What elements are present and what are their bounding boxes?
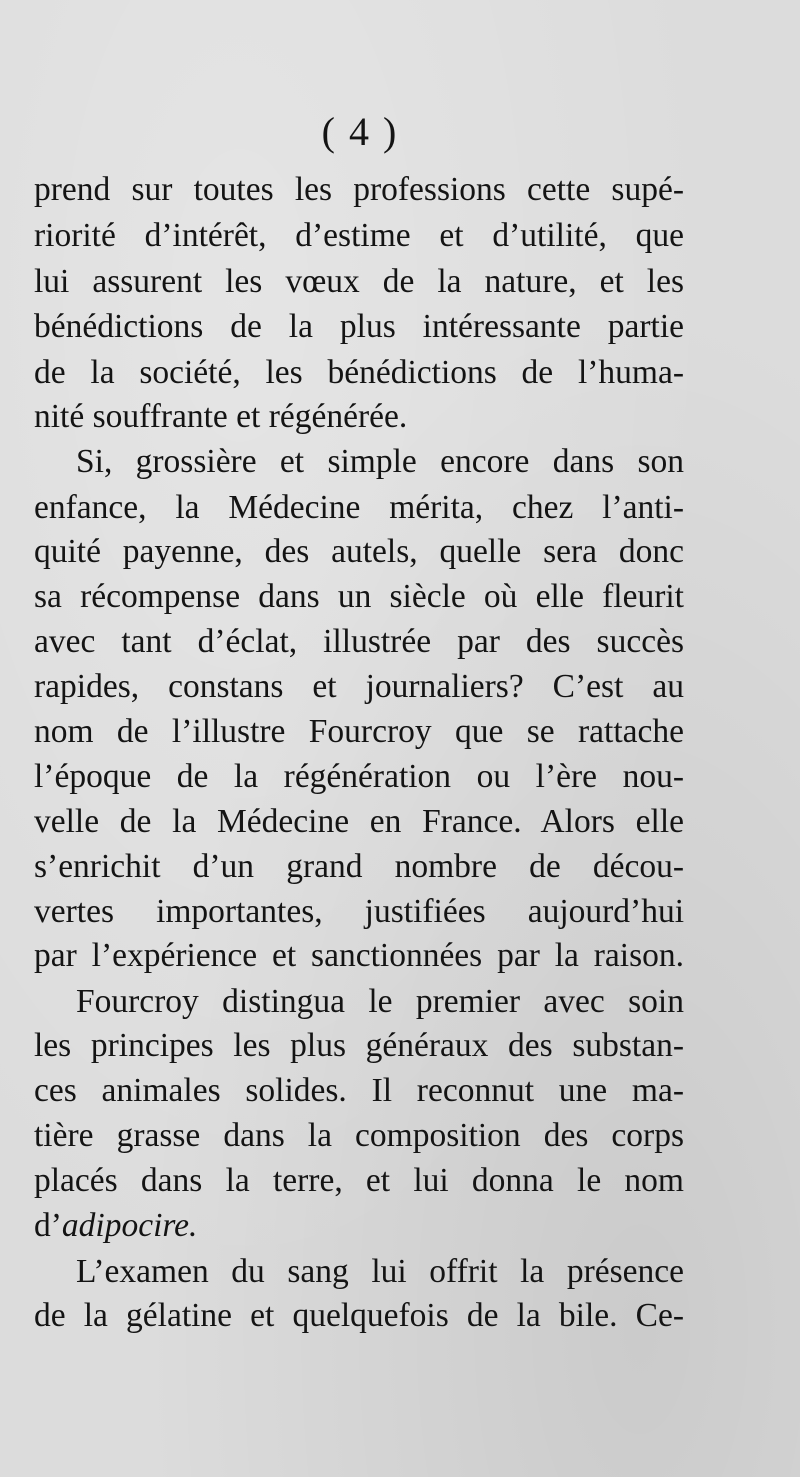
text-line: s’enrichit d’un grand nombre de décou-: [34, 848, 684, 885]
text-line: L’examen du sang lui offrit la présence: [76, 1253, 684, 1290]
text-line: par l’expérience et sanctionnées par la raison.: [34, 937, 684, 974]
text-line: prend sur toutes les professions cette supé-: [34, 171, 684, 208]
text-line: bénédictions de la plus intéressante partie: [34, 308, 684, 345]
text-line: sa récompense dans un siècle où elle fleurit: [34, 578, 684, 615]
text-line: d’adipocire.: [34, 1207, 198, 1244]
italic-term: adipocire.: [61, 1207, 198, 1244]
text-line: riorité d’intérêt, d’estime et d’utilité, que: [34, 217, 684, 254]
text-line: tière grasse dans la composition des corps: [34, 1117, 684, 1154]
text-line: Fourcroy distingua le premier avec soin: [76, 983, 684, 1020]
text-line: de la gélatine et quelquefois de la bile. Ce-: [34, 1297, 684, 1334]
text-line: rapides, constans et journaliers? C’est au: [34, 668, 684, 705]
text-line: ces animales solides. Il reconnut une ma-: [34, 1072, 684, 1109]
text-line: nité souffrante et régénérée.: [34, 398, 408, 435]
text-line: de la société, les bénédictions de l’huma-: [34, 354, 684, 391]
text-line: nom de l’illustre Fourcroy que se rattache: [34, 713, 684, 750]
text-line: quité payenne, des autels, quelle sera donc: [34, 533, 684, 570]
text-line: Si, grossière et simple encore dans son: [76, 443, 684, 480]
text-line: avec tant d’éclat, illustrée par des succès: [34, 623, 684, 660]
text-line: l’époque de la régénération ou l’ère nou-: [34, 758, 684, 795]
page-number: ( 4 ): [321, 109, 399, 154]
text-line: les principes les plus généraux des substan-: [34, 1027, 684, 1064]
text-line: enfance, la Médecine mérita, chez l’anti-: [34, 489, 684, 526]
text-line: velle de la Médecine en France. Alors elle: [34, 803, 684, 840]
text-line: placés dans la terre, et lui donna le nom: [34, 1162, 684, 1199]
text-line: vertes importantes, justifiées aujourd’hui: [34, 893, 684, 930]
text-line: lui assurent les vœux de la nature, et les: [34, 263, 684, 300]
